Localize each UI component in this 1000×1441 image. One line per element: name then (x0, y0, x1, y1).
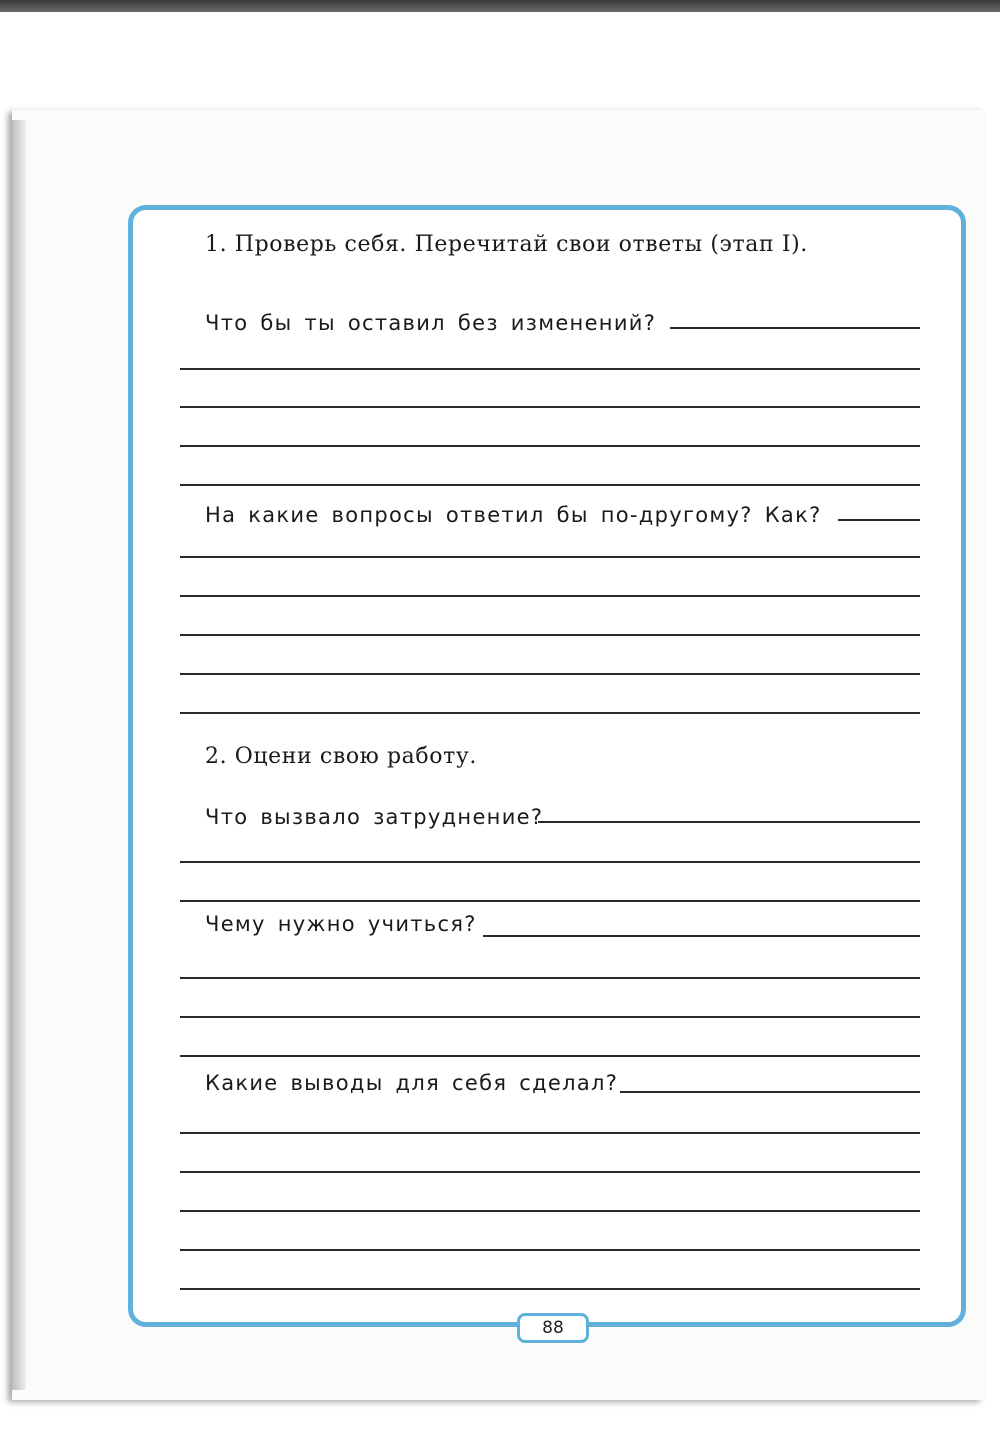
answer-line[interactable] (180, 595, 920, 597)
answer-line[interactable] (180, 1210, 920, 1212)
answer-line[interactable] (180, 977, 920, 979)
answer-line[interactable] (180, 1288, 920, 1290)
question-keep-unchanged: Что бы ты оставил без изменений? (205, 311, 657, 335)
question-answer-differently: На какие вопросы ответил бы по-другому? Как? (205, 503, 822, 527)
section-2-heading: 2. Оцени свою работу. (205, 744, 478, 769)
answer-line[interactable] (180, 712, 920, 714)
answer-line[interactable] (180, 445, 920, 447)
answer-line[interactable] (180, 900, 920, 902)
page-number: 88 (517, 1313, 589, 1343)
answer-line[interactable] (180, 861, 920, 863)
answer-line[interactable] (180, 634, 920, 636)
answer-line[interactable] (180, 1249, 920, 1251)
answer-line[interactable] (670, 327, 920, 329)
question-what-to-learn: Чему нужно учиться? (205, 912, 477, 936)
section-1-heading: 1. Проверь себя. Перечитай свои ответы (этап I). (205, 232, 808, 257)
answer-line[interactable] (180, 673, 920, 675)
answer-line[interactable] (180, 484, 920, 486)
question-difficulty: Что вызвало затруднение? (205, 805, 544, 829)
answer-line[interactable] (838, 519, 920, 521)
answer-line[interactable] (180, 1055, 920, 1057)
answer-line[interactable] (180, 368, 920, 370)
answer-line[interactable] (620, 1091, 920, 1093)
scan-top-edge (0, 0, 1000, 12)
answer-line[interactable] (180, 556, 920, 558)
answer-line[interactable] (180, 1171, 920, 1173)
question-conclusions: Какие выводы для себя сделал? (205, 1071, 619, 1095)
answer-line[interactable] (483, 935, 920, 937)
answer-line[interactable] (538, 821, 920, 823)
answer-line[interactable] (180, 1132, 920, 1134)
page-stack-edge (12, 120, 26, 1390)
answer-line[interactable] (180, 1016, 920, 1018)
answer-line[interactable] (180, 406, 920, 408)
